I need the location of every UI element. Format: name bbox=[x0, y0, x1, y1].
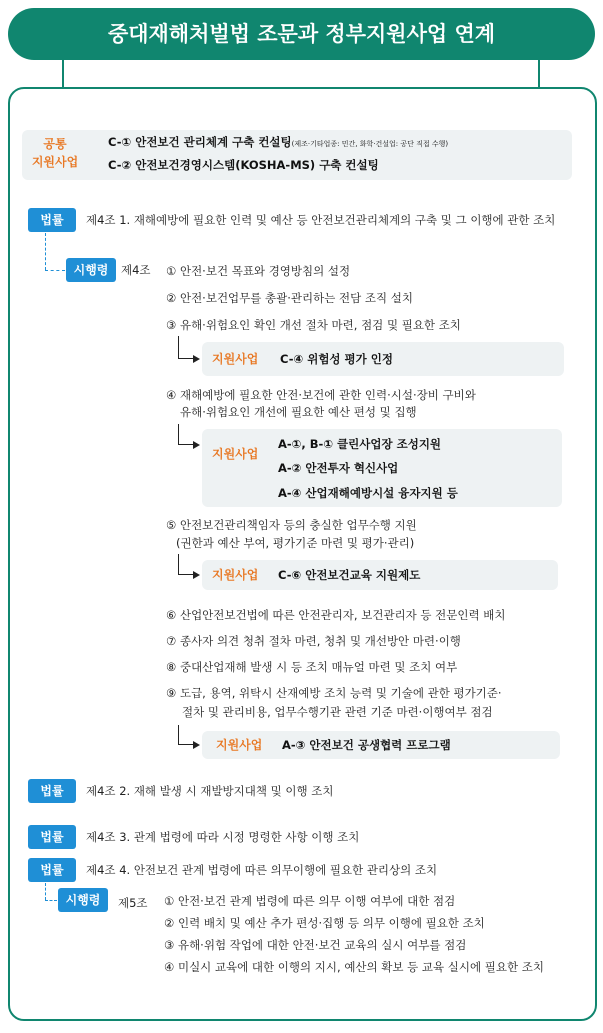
decree-1-item-4b: 유해·위험요인 개선에 필요한 예산 편성 및 집행 bbox=[180, 405, 417, 419]
arrow-9-head-icon bbox=[193, 741, 200, 749]
support-item-5: C-⑥ 안전보건교육 지원제도 bbox=[278, 568, 421, 582]
support-label-9: 지원사업 bbox=[216, 738, 263, 752]
decree-2-article: 제5조 bbox=[118, 896, 148, 910]
decree-1-item-9a: ⑨ 도급, 용역, 위탁시 산재예방 조치 능력 및 기술에 관한 평가기준· bbox=[166, 686, 502, 700]
decree-1-item-4a: ④ 재해예방에 필요한 안전·보건에 관한 인력·시설·장비 구비와 bbox=[166, 388, 476, 402]
arrow-5-h bbox=[178, 574, 194, 575]
arrow-4-head-icon bbox=[193, 441, 200, 449]
law-2-text: 제4조 2. 재해 발생 시 재발방지대책 및 이행 조치 bbox=[86, 784, 334, 798]
support-item-3: C-④ 위험성 평가 인정 bbox=[280, 352, 393, 366]
decree-2-item-2: ② 인력 배치 및 예산 추가 편성·집행 등 의무 이행에 필요한 조치 bbox=[164, 916, 485, 930]
arrow-3-h bbox=[178, 358, 194, 359]
arrow-5-head-icon bbox=[193, 571, 200, 579]
common-label-line2: 지원사업 bbox=[31, 155, 79, 169]
common-label-line1: 공통 bbox=[43, 137, 67, 151]
law-badge-3: 법률 bbox=[28, 825, 76, 849]
decree-1-item-9b: 절차 및 관리비용, 업무수행기관 관련 기준 마련·이행여부 점검 bbox=[182, 705, 493, 719]
decree-1-article: 제4조 bbox=[121, 263, 151, 277]
decree-1-item-6: ⑥ 산업안전보건법에 따른 안전관리자, 보건관리자 등 전문인력 배치 bbox=[166, 608, 506, 622]
arrow-4-v bbox=[178, 424, 179, 444]
support-item-9: A-③ 안전보건 공생협력 프로그램 bbox=[282, 738, 451, 752]
decree-2-item-1: ① 안전·보건 관계 법령에 따른 의무 이행 여부에 대한 점검 bbox=[164, 894, 456, 908]
support-label-3: 지원사업 bbox=[212, 352, 259, 366]
decree-1-item-3: ③ 유해·위험요인 확인 개선 절차 마련, 점검 및 필요한 조치 bbox=[166, 318, 461, 332]
title-connector-right bbox=[538, 60, 540, 88]
common-support-item-1 bbox=[108, 134, 448, 150]
law-3-text: 제4조 3. 관계 법령에 따라 시정 명령한 사항 이행 조치 bbox=[86, 830, 360, 844]
law-badge-1: 법률 bbox=[28, 208, 76, 232]
support-label-4: 지원사업 bbox=[212, 447, 259, 461]
law-4-text: 제4조 4. 안전보건 관계 법령에 따른 의무이행에 필요한 관리상의 조치 bbox=[86, 863, 438, 877]
decree-1-item-1: ① 안전·보건 목표와 경영방침의 설정 bbox=[166, 264, 351, 278]
decree-1-item-2: ② 안전·보건업무를 총괄·관리하는 전담 조직 설치 bbox=[166, 291, 413, 305]
decree-1-item-8: ⑧ 중대산업재해 발생 시 등 조치 매뉴얼 마련 및 조치 여부 bbox=[166, 660, 458, 674]
support-item-4-3: A-④ 산업재해예방시설 융자지원 등 bbox=[278, 486, 458, 500]
title-connector-left bbox=[62, 60, 64, 88]
decree-2-connector-v bbox=[45, 883, 46, 900]
law-1-text: 제4조 1. 재해예방에 필요한 인력 및 예산 등 안전보건관리체계의 구축 및 그 이행에 관한 조치 bbox=[86, 213, 556, 227]
decree-1-item-5b: (권한과 예산 부여, 평가기준 마련 및 평가·관리) bbox=[176, 536, 415, 550]
decree-1-item-7: ⑦ 종사자 의견 청취 절차 마련, 청취 및 개선방안 마련·이행 bbox=[166, 634, 461, 648]
arrow-5-v bbox=[178, 554, 179, 574]
decree-2-item-4: ④ 미실시 교육에 대한 이행의 지시, 예산의 확보 등 교육 실시에 필요한 조치 bbox=[164, 960, 544, 974]
arrow-9-h bbox=[178, 744, 194, 745]
common-item-1-main: C-① 안전보건 관리체계 구축 컨설팅 bbox=[108, 135, 292, 149]
law-badge-2: 법률 bbox=[28, 779, 76, 803]
arrow-3-v bbox=[178, 336, 179, 358]
common-support-item-2: C-② 안전보건경영시스템(KOSHA-MS) 구축 컨설팅 bbox=[108, 158, 379, 172]
support-item-4-2: A-② 안전투자 혁신사업 bbox=[278, 461, 399, 475]
decree-connector-v bbox=[45, 233, 46, 270]
decree-connector-h bbox=[45, 270, 65, 271]
decree-1-item-5a: ⑤ 안전보건관리책임자 등의 충실한 업무수행 지원 bbox=[166, 518, 417, 532]
diagram-title: 중대재해처벌법 조문과 정부지원사업 연계 bbox=[8, 8, 595, 60]
arrow-4-h bbox=[178, 444, 194, 445]
common-support-label bbox=[24, 135, 86, 171]
decree-badge-1: 시행령 bbox=[66, 258, 116, 282]
support-label-5: 지원사업 bbox=[212, 568, 259, 582]
decree-2-connector-h bbox=[45, 900, 57, 901]
support-item-4-1: A-①, B-① 클린사업장 조성지원 bbox=[278, 437, 442, 451]
arrow-3-head-icon bbox=[193, 355, 200, 363]
arrow-9-v bbox=[178, 725, 179, 744]
decree-2-item-3: ③ 유해·위험 작업에 대한 안전·보건 교육의 실시 여부를 점검 bbox=[164, 938, 467, 952]
law-badge-4: 법률 bbox=[28, 858, 76, 882]
common-item-1-note: (제조·기타업종: 민간, 화학·건설업: 공단 직접 수행) bbox=[291, 140, 449, 148]
decree-badge-2: 시행령 bbox=[58, 888, 108, 912]
